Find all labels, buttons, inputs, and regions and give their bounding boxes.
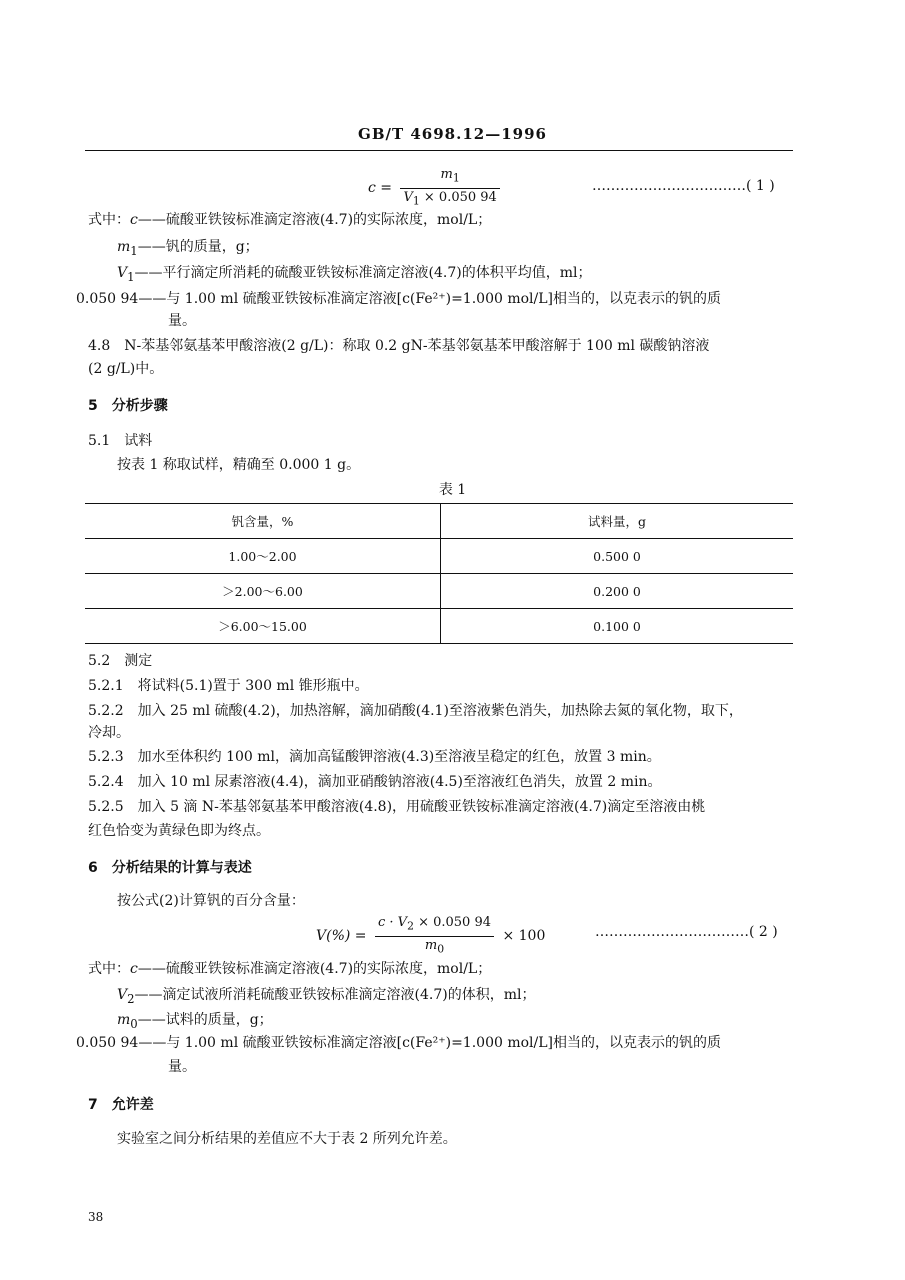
formula-1 bbox=[368, 166, 504, 210]
section-7-title: 7 允许差 bbox=[88, 1097, 154, 1113]
definition-v1: $V_1——$平行滴定所消耗的硫酸亚铁铵标准滴定溶液(4.7)的体积平均值，ml； bbox=[117, 265, 592, 284]
definition-constant: 0.050 94——与 1.00 ml 硫酸亚铁铵标准滴定溶液[c(Fe²⁺)=1.000 mol/L]相当的，以克表示的钒的质 bbox=[76, 291, 721, 307]
clause-5-2-5-cont: 红色恰变为黄绿色即为终点。 bbox=[88, 823, 270, 839]
table-header-row bbox=[85, 504, 793, 539]
clause-4-8: 4.8 N-苯基邻氨基苯甲酸溶液(2 g/L)：称取 0.2 gN-苯基邻氨基苯甲酸溶解于 100 ml 碳酸钠溶液 bbox=[88, 338, 710, 354]
page-number: 38 bbox=[88, 1210, 104, 1224]
table-row: ＞6.00～15.00 0.100 0 bbox=[85, 609, 793, 644]
section-5-title: 5 分析步骤 bbox=[88, 398, 168, 414]
table-row: ＞2.00～6.00 0.200 0 bbox=[85, 574, 793, 609]
table-header-vanadium: 钒含量，% bbox=[85, 504, 441, 539]
definition-m1: $m_1——$钒的质量，g； bbox=[117, 239, 259, 258]
definition-c-2: 式中：c——硫酸亚铁铵标准滴定溶液(4.7)的实际浓度，mol/L； bbox=[88, 961, 492, 977]
section-5-2-title: 5.2 测定 bbox=[88, 653, 153, 669]
formula-1-number: ……………………………( 1 ) bbox=[592, 178, 775, 194]
section-5-1-title: 5.1 试料 bbox=[88, 433, 153, 449]
clause-5-2-4: 5.2.4 加入 10 ml 尿素溶液(4.4)，滴加亚硝酸钠溶液(4.5)至溶液红色消失，放置 2 min。 bbox=[88, 774, 662, 790]
definition-constant-2-cont: 量。 bbox=[168, 1059, 196, 1075]
definition-constant-cont: 量。 bbox=[168, 313, 196, 329]
definition-c: 式中：c——硫酸亚铁铵标准滴定溶液(4.7)的实际浓度，mol/L； bbox=[88, 212, 492, 228]
clause-4-8-cont: (2 g/L)中。 bbox=[88, 361, 164, 377]
definition-v2: $V_2——$滴定试液所消耗硫酸亚铁铵标准滴定溶液(4.7)的体积，ml； bbox=[117, 987, 536, 1006]
formula-2-fraction: $\frac{c \cdot V_2 \times 0.050 94}{m_0}$ bbox=[375, 914, 494, 958]
standard-code-header: GB/T 4698.12—1996 bbox=[358, 125, 547, 143]
section-7-text: 实验室之间分析结果的差值应不大于表 2 所列允许差。 bbox=[117, 1131, 457, 1147]
definition-m0: $m_0——$试料的质量，g； bbox=[117, 1012, 273, 1031]
clause-5-2-2-cont: 冷却。 bbox=[88, 725, 130, 741]
definition-constant-2: 0.050 94——与 1.00 ml 硫酸亚铁铵标准滴定溶液[c(Fe²⁺)=1.000 mol/L]相当的，以克表示的钒的质 bbox=[76, 1035, 721, 1051]
table-row: 1.00～2.00 0.500 0 bbox=[85, 539, 793, 574]
clause-5-2-5: 5.2.5 加入 5 滴 N-苯基邻氨基苯甲酸溶液(4.8)，用硫酸亚铁铵标准滴定溶液(4.7)滴定至溶液由桃 bbox=[88, 799, 706, 815]
formula-2-rhs: × 100 bbox=[502, 928, 546, 945]
header-rule bbox=[85, 150, 793, 151]
section-6-title: 6 分析结果的计算与表述 bbox=[88, 860, 252, 876]
formula-1-lhs: c = bbox=[368, 180, 393, 197]
formula-2-lhs: V(%) = bbox=[316, 928, 367, 945]
formula-2 bbox=[316, 914, 545, 958]
table-1 bbox=[85, 503, 793, 644]
section-5-1-text: 按表 1 称取试样，精确至 0.000 1 g。 bbox=[117, 457, 361, 473]
table-header-sample-mass: 试料量，g bbox=[587, 514, 646, 529]
clause-5-2-2: 5.2.2 加入 25 ml 硫酸(4.2)，加热溶解，滴加硝酸(4.1)至溶液紫色消失，加热除去氮的氧化物，取下， bbox=[88, 703, 743, 719]
formula-1-fraction: $\frac{m_1}{V_1 \times 0.050 94}$ bbox=[400, 166, 499, 210]
formula-2-number: ……………………………( 2 ) bbox=[595, 924, 778, 940]
clause-5-2-3: 5.2.3 加水至体积约 100 ml，滴加高锰酸钾溶液(4.3)至溶液呈稳定的红色，放置 3 min。 bbox=[88, 749, 661, 765]
section-6-text: 按公式(2)计算钒的百分含量： bbox=[117, 893, 305, 909]
clause-5-2-1: 5.2.1 将试料(5.1)置于 300 ml 锥形瓶中。 bbox=[88, 678, 369, 694]
table-1-caption: 表 1 bbox=[438, 482, 467, 498]
